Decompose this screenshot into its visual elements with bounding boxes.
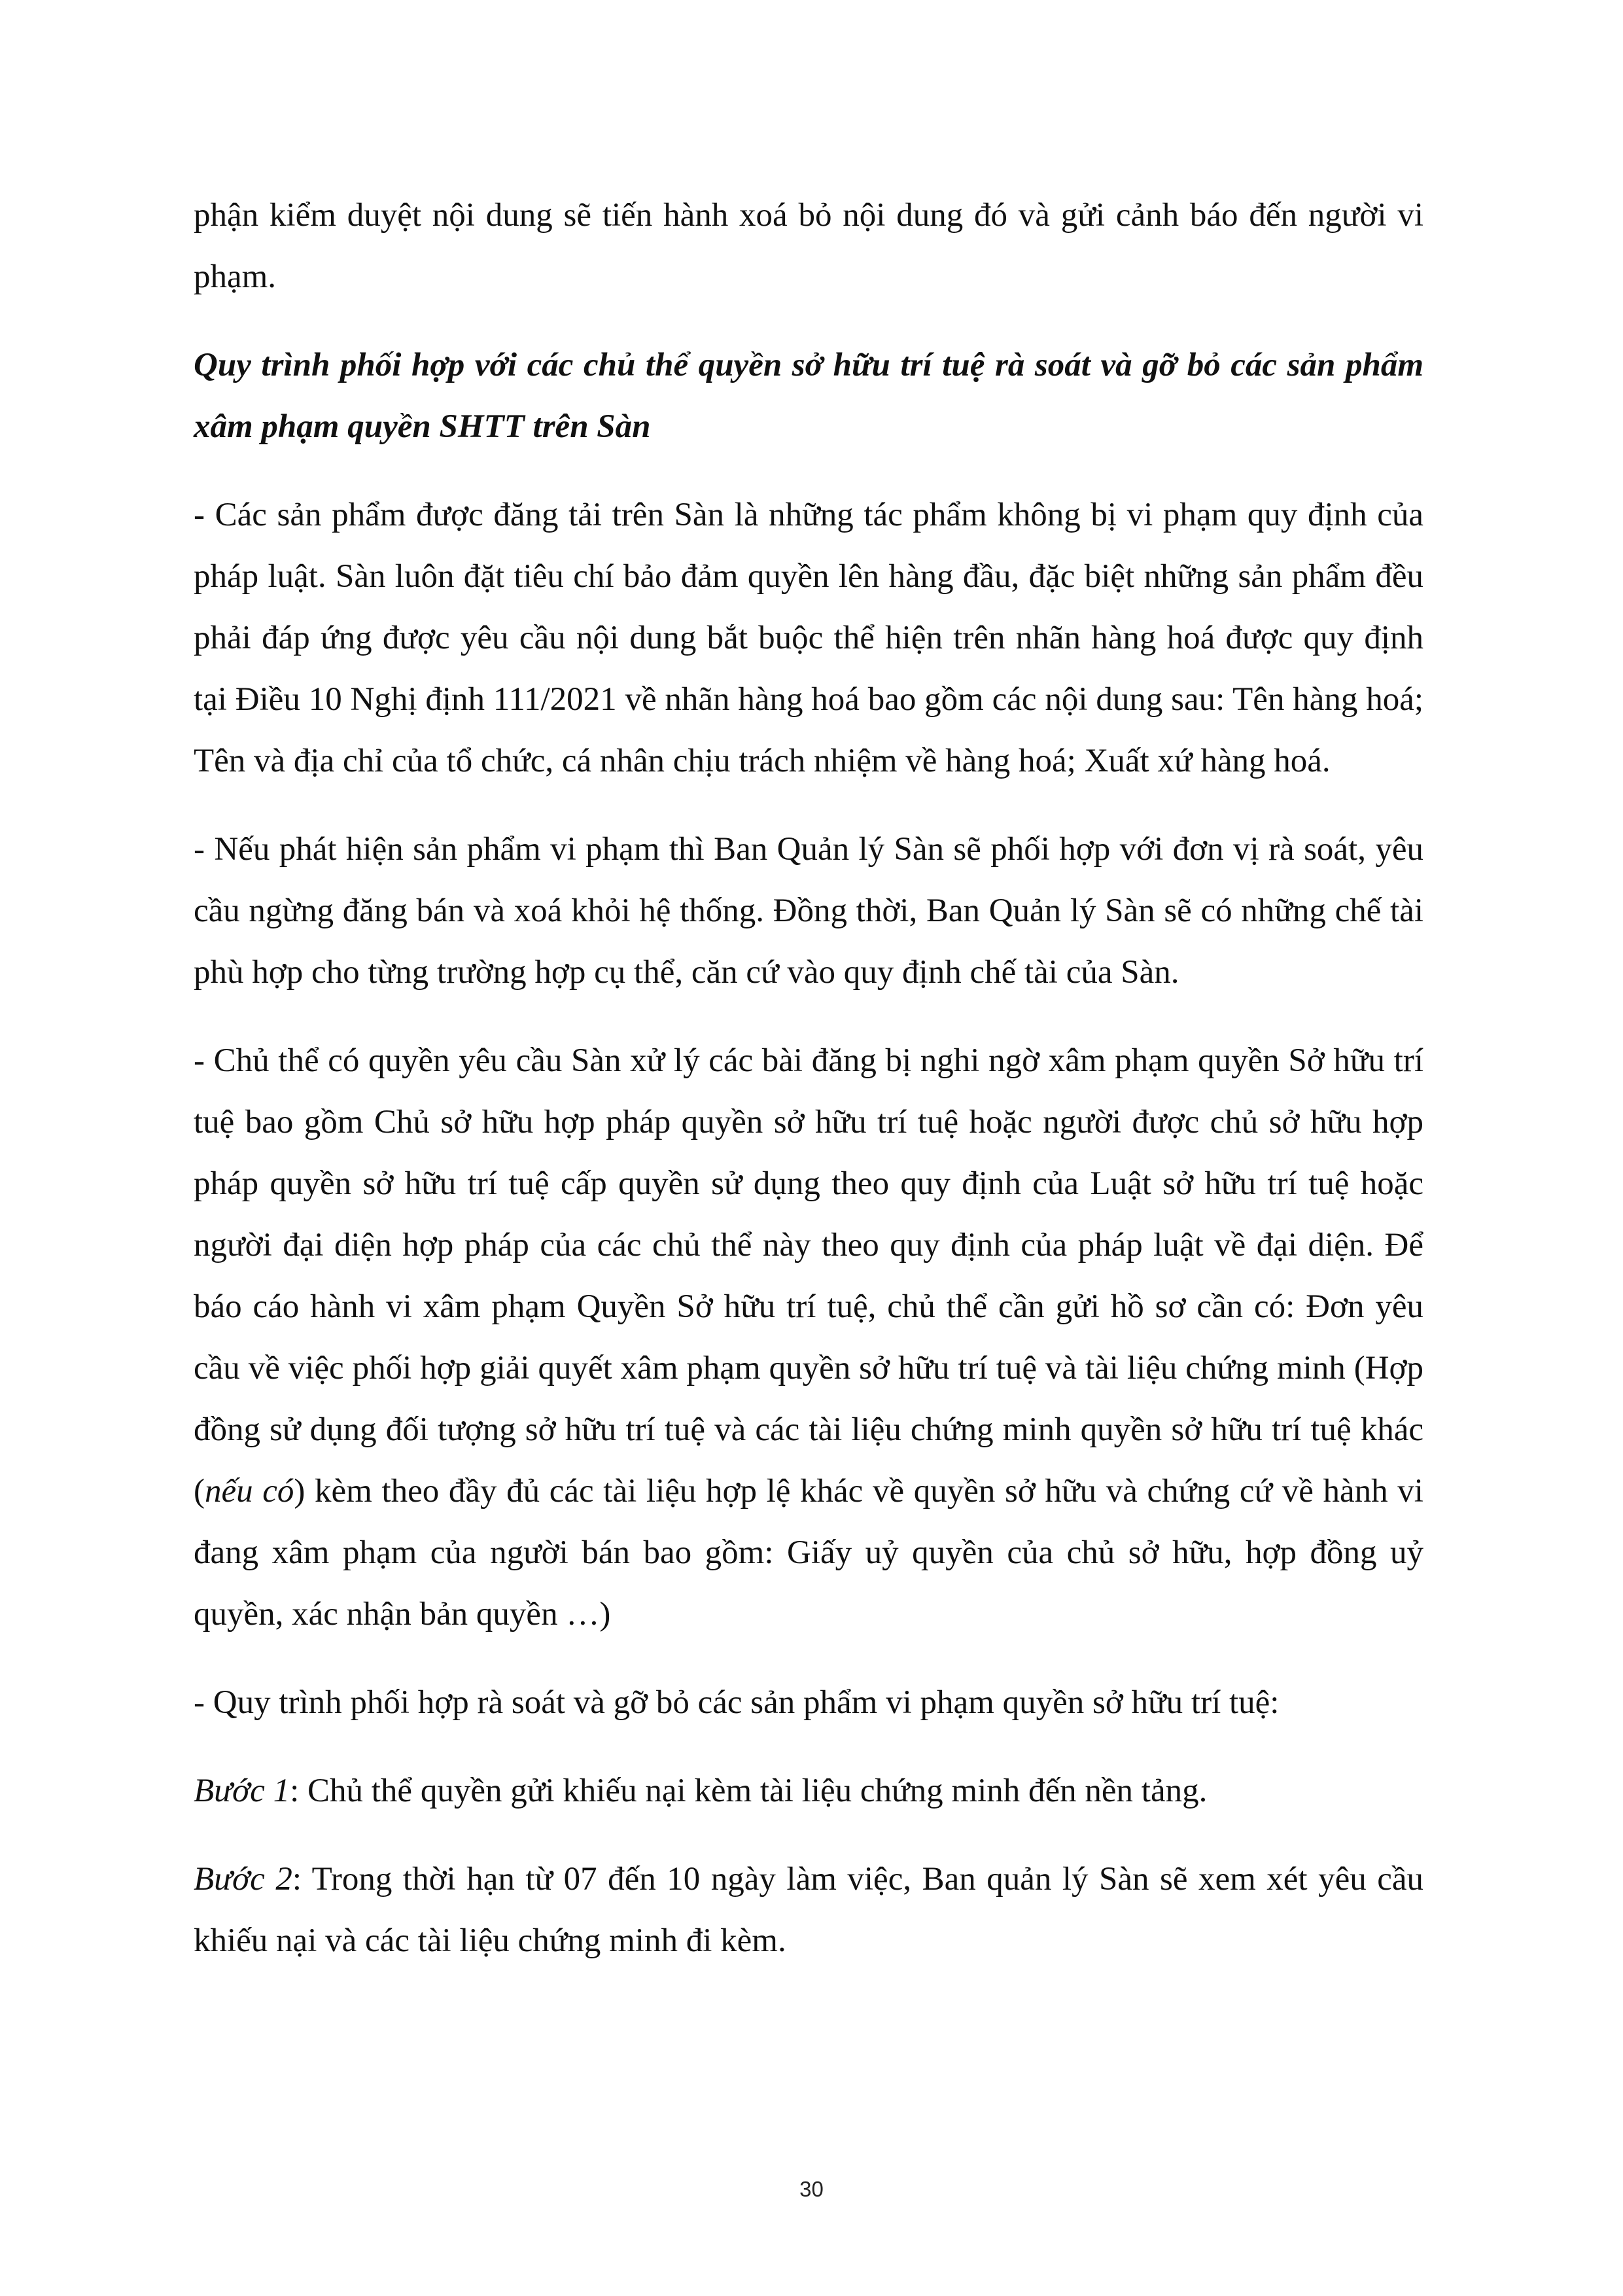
paragraph-product-requirements: - Các sản phẩm được đăng tải trên Sàn là những tác phẩm không bị vi phạm quy định của pháp luật. Sàn luôn đặt tiêu chí bảo đảm quyền lên hàng đầu, đặc biệt những sản phẩm đều phải đáp ứng được yêu cầu nội dung bắt buộc thể hiện trên nhãn hàng hoá được quy định tại Điều 10 Nghị định 111/2021 về nhãn hàng hoá bao gồm các nội dung sau: Tên hàng hoá; Tên và địa chỉ của tổ chức, cá nhân chịu trách nhiệm về hàng hoá; Xuất xứ hàng hoá. <box>194 497 1423 779</box>
paragraph-step-1 <box>194 1760 1423 1822</box>
step-1-text: : Chủ thể quyền gửi khiếu nại kèm tài liệu chứng minh đến nền tảng. <box>290 1773 1208 1809</box>
page-body <box>194 185 1423 1998</box>
rights-holders-text-before: - Chủ thể có quyền yêu cầu Sàn xử lý các bài đăng bị nghi ngờ xâm phạm quyền Sở hữu trí tuệ bao gồm Chủ sở hữu hợp pháp quyền sở hữu trí tuệ hoặc người được chủ sở hữu hợp pháp quyền sở hữu trí tuệ cấp quyền sử dụng theo quy định của Luật sở hữu trí tuệ hoặc người đại diện hợp pháp của các chủ thể này theo quy định của pháp luật về đại diện. Để báo cáo hành vi xâm phạm Quyền Sở hữu trí tuệ, chủ thể cần gửi hồ sơ cần có: Đơn yêu cầu về việc phối hợp giải quyết xâm phạm quyền sở hữu trí tuệ và tài liệu chứng minh (Hợp đồng sử dụng đối tượng sở hữu trí tuệ và các tài liệu chứng minh quyền sở hữu trí tuệ khác ( <box>194 1042 1423 1510</box>
page-number: 30 <box>799 2177 824 2201</box>
rights-holders-italic-note: nếu có <box>204 1473 294 1510</box>
step-2-text: : Trong thời hạn từ 07 đến 10 ngày làm việc, Ban quản lý Sàn sẽ xem xét yêu cầu khiếu nại và các tài liệu chứng minh đi kèm. <box>194 1861 1424 1959</box>
step-1-label: Bước 1 <box>194 1773 290 1809</box>
step-2-label: Bước 2 <box>194 1861 292 1898</box>
paragraph-violation-handling: - Nếu phát hiện sản phẩm vi phạm thì Ban Quản lý Sàn sẽ phối hợp với đơn vị rà soát, yêu cầu ngừng đăng bán và xoá khỏi hệ thống. Đồng thời, Ban Quản lý Sàn sẽ có những chế tài phù hợp cho từng trường hợp cụ thể, căn cứ vào quy định chế tài của Sàn. <box>194 831 1423 991</box>
paragraph-rights-holders <box>194 1030 1423 1645</box>
paragraph-step-2 <box>194 1848 1423 1971</box>
section-heading: Quy trình phối hợp với các chủ thể quyền sở hữu trí tuệ rà soát và gỡ bỏ các sản phẩm xâm phạm quyền SHTT trên Sàn <box>194 347 1423 445</box>
paragraph-procedure-intro: - Quy trình phối hợp rà soát và gỡ bỏ các sản phẩm vi phạm quyền sở hữu trí tuệ: <box>194 1684 1280 1721</box>
rights-holders-text-after: ) kèm theo đầy đủ các tài liệu hợp lệ khác về quyền sở hữu và chứng cứ về hành vi đang xâm phạm của người bán bao gồm: Giấy uỷ quyền của chủ sở hữu, hợp đồng uỷ quyền, xác nhận bản quyền …) <box>194 1473 1423 1633</box>
paragraph-continuation: phận kiểm duyệt nội dung sẽ tiến hành xoá bỏ nội dung đó và gửi cảnh báo đến người vi phạm. <box>194 197 1423 295</box>
